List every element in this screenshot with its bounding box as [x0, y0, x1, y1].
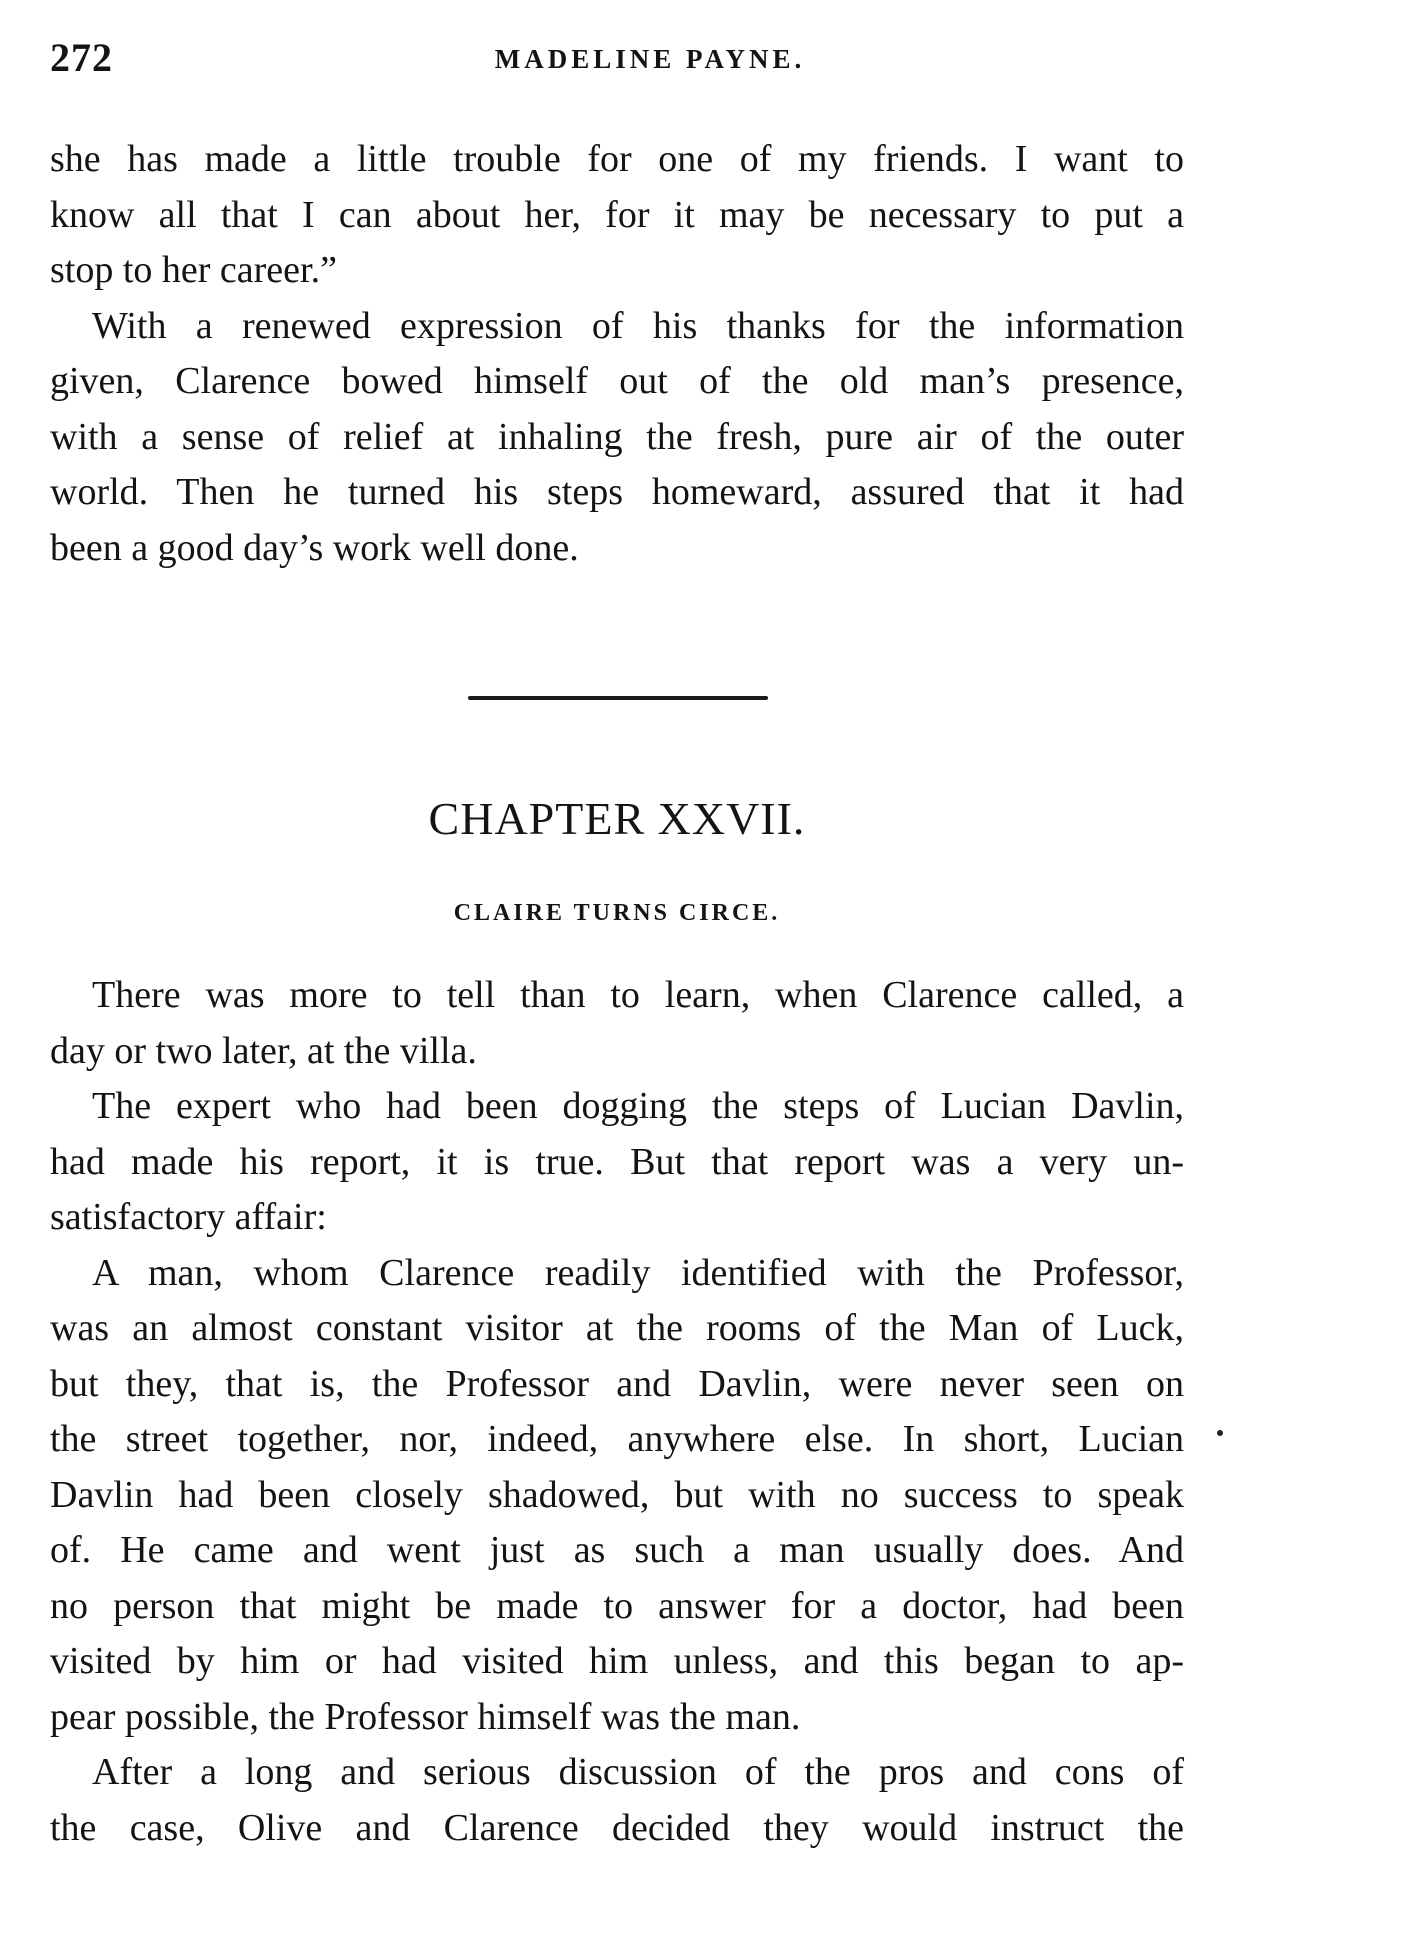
text-line: but they, that is, the Professor and Davlin, were never seen on	[50, 1362, 1184, 1405]
chapter-heading: CHAPTER XXVII.	[428, 793, 806, 844]
text-block-top	[50, 132, 1184, 576]
paragraph	[50, 1079, 1184, 1246]
text-line: visited by him or had visited him unless, and this began to ap-	[50, 1640, 1184, 1682]
page-number: 272	[50, 35, 113, 80]
text-line: satisfactory affair:	[50, 1196, 327, 1238]
text-line: The expert who had been dogging the steps of Lucian Davlin,	[92, 1085, 1184, 1127]
text-line: Davlin had been closely shadowed, but with no success to speak	[50, 1473, 1184, 1516]
section-divider	[468, 696, 768, 700]
ink-speck	[1217, 1430, 1223, 1436]
text-line: After a long and serious discussion of the pros and cons of	[92, 1751, 1184, 1793]
paragraph	[50, 1745, 1184, 1856]
paragraph	[50, 299, 1184, 577]
text-line: With a renewed expression of his thanks for the information	[92, 304, 1184, 347]
text-block-chapter	[50, 968, 1184, 1856]
text-line: with a sense of relief at inhaling the fresh, pure air of the outer	[50, 415, 1184, 458]
running-head	[50, 34, 1190, 90]
text-line: had made his report, it is true. But that report was a very un-	[50, 1140, 1184, 1183]
text-line: the case, Olive and Clarence decided they would instruct the	[50, 1806, 1184, 1849]
text-line: world. Then he turned his steps homeward, assured that it had	[50, 471, 1184, 513]
text-line: been a good day’s work well done.	[50, 526, 579, 569]
text-line: There was more to tell than to learn, when Clarence called, a	[92, 974, 1184, 1016]
text-line: was an almost constant visitor at the rooms of the Man of Luck,	[50, 1307, 1184, 1349]
text-line: pear possible, the Professor himself was the man.	[50, 1695, 801, 1738]
text-line: no person that might be made to answer for a doctor, had been	[50, 1584, 1184, 1627]
paragraph	[50, 968, 1184, 1079]
running-title: MADELINE PAYNE.	[494, 44, 806, 74]
paragraph	[50, 132, 1184, 299]
paragraph	[50, 1246, 1184, 1746]
text-line: the street together, nor, indeed, anywhere else. In short, Lucian	[50, 1418, 1184, 1460]
text-line: stop to her career.”	[50, 249, 337, 291]
text-line: she has made a little trouble for one of my friends. I want to	[50, 138, 1184, 180]
text-line: given, Clarence bowed himself out of the old man’s presence,	[50, 360, 1184, 402]
text-line: A man, whom Clarence readily identified with the Professor,	[92, 1251, 1184, 1294]
text-line: day or two later, at the villa.	[50, 1029, 477, 1072]
text-line: know all that I can about her, for it may be necessary to put a	[50, 193, 1184, 236]
text-line: of. He came and went just as such a man usually does. And	[50, 1529, 1184, 1571]
chapter-subtitle: CLAIRE TURNS CIRCE.	[453, 900, 781, 926]
